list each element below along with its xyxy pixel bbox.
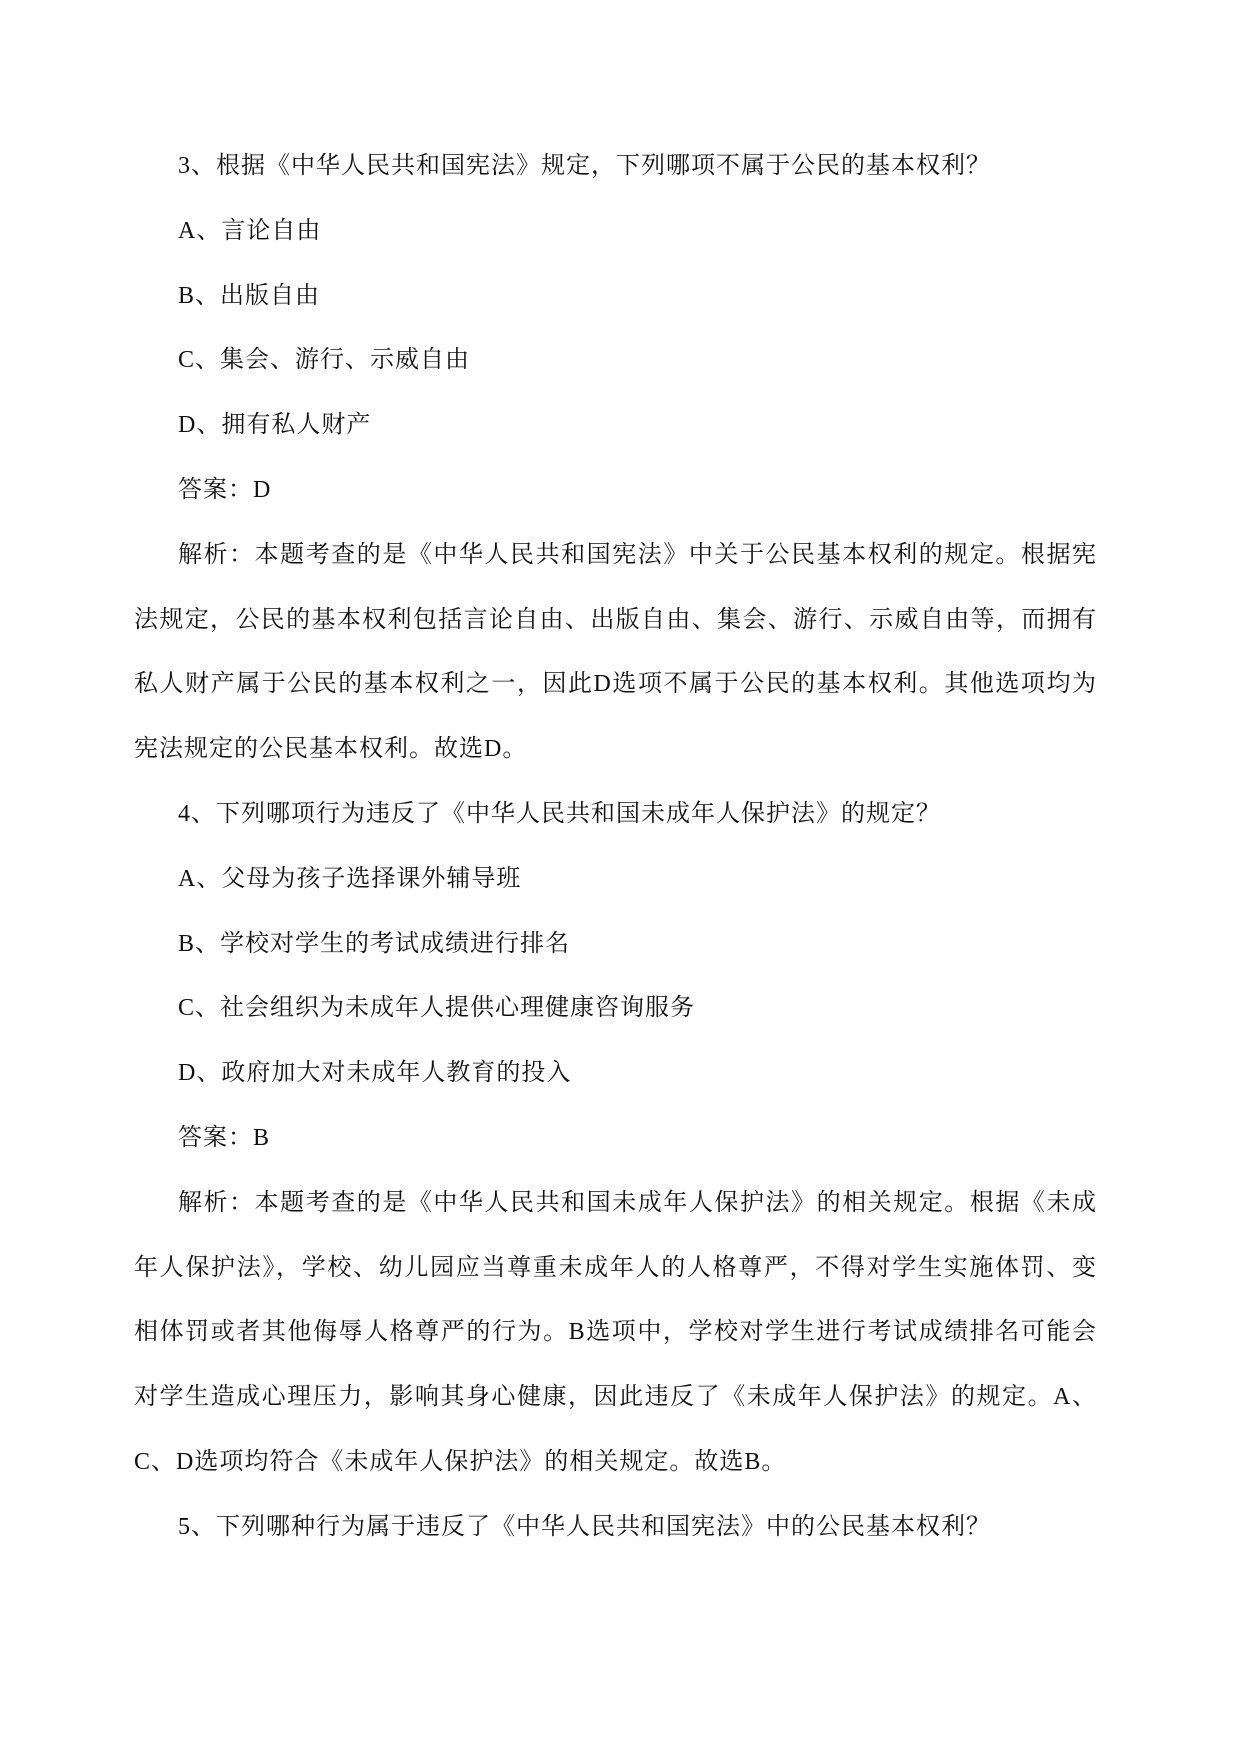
question-stem: 3、根据《中华人民共和国宪法》规定，下列哪项不属于公民的基本权利？ bbox=[178, 153, 991, 179]
question-3 bbox=[134, 134, 1097, 782]
option-a: A、言论自由 bbox=[178, 217, 322, 244]
question-stem: 4、下列哪项行为违反了《中华人民共和国未成年人保护法》的规定？ bbox=[178, 800, 941, 827]
answer: 答案：B bbox=[178, 1124, 271, 1151]
answer: 答案：D bbox=[178, 476, 272, 503]
analysis-line: 年人保护法》，学校、幼儿园应当尊重未成年人的人格尊严，不得对学生实施体罚、变 bbox=[134, 1254, 1097, 1281]
option-d: D、政府加大对未成年人教育的投入 bbox=[178, 1060, 572, 1087]
option-c: C、集会、游行、示威自由 bbox=[178, 347, 471, 374]
analysis-line: 解析：本题考查的是《中华人民共和国宪法》中关于公民基本权利的规定。根据宪 bbox=[178, 541, 1097, 568]
option-a: A、父母为孩子选择课外辅导班 bbox=[178, 865, 522, 892]
option-c: C、社会组织为未成年人提供心理健康咨询服务 bbox=[178, 995, 696, 1022]
analysis-line: 宪法规定的公民基本权利。故选D。 bbox=[134, 736, 528, 763]
analysis-line: 私人财产属于公民的基本权利之一，因此D选项不属于公民的基本权利。其他选项均为 bbox=[134, 671, 1097, 698]
option-b: B、出版自由 bbox=[178, 282, 321, 309]
question-4 bbox=[134, 782, 1097, 1495]
analysis-line: 解析：本题考查的是《中华人民共和国未成年人保护法》的相关规定。根据《未成 bbox=[178, 1189, 1097, 1216]
option-d: D、拥有私人财产 bbox=[178, 412, 372, 439]
analysis-line: C、D选项均符合《未成年人保护法》的相关规定。故选B。 bbox=[134, 1448, 787, 1475]
analysis-line: 法规定，公民的基本权利包括言论自由、出版自由、集会、游行、示威自由等，而拥有 bbox=[134, 606, 1097, 633]
analysis-line: 对学生造成心理压力，影响其身心健康，因此违反了《未成年人保护法》的规定。A、 bbox=[134, 1384, 1097, 1411]
document-content bbox=[134, 134, 1097, 1560]
option-b: B、学校对学生的考试成绩进行排名 bbox=[178, 930, 571, 957]
question-5 bbox=[134, 1495, 1097, 1560]
question-stem: 5、下列哪种行为属于违反了《中华人民共和国宪法》中的公民基本权利？ bbox=[178, 1513, 991, 1540]
analysis-line: 相体罚或者其他侮辱人格尊严的行为。B选项中，学校对学生进行考试成绩排名可能会 bbox=[134, 1319, 1097, 1346]
